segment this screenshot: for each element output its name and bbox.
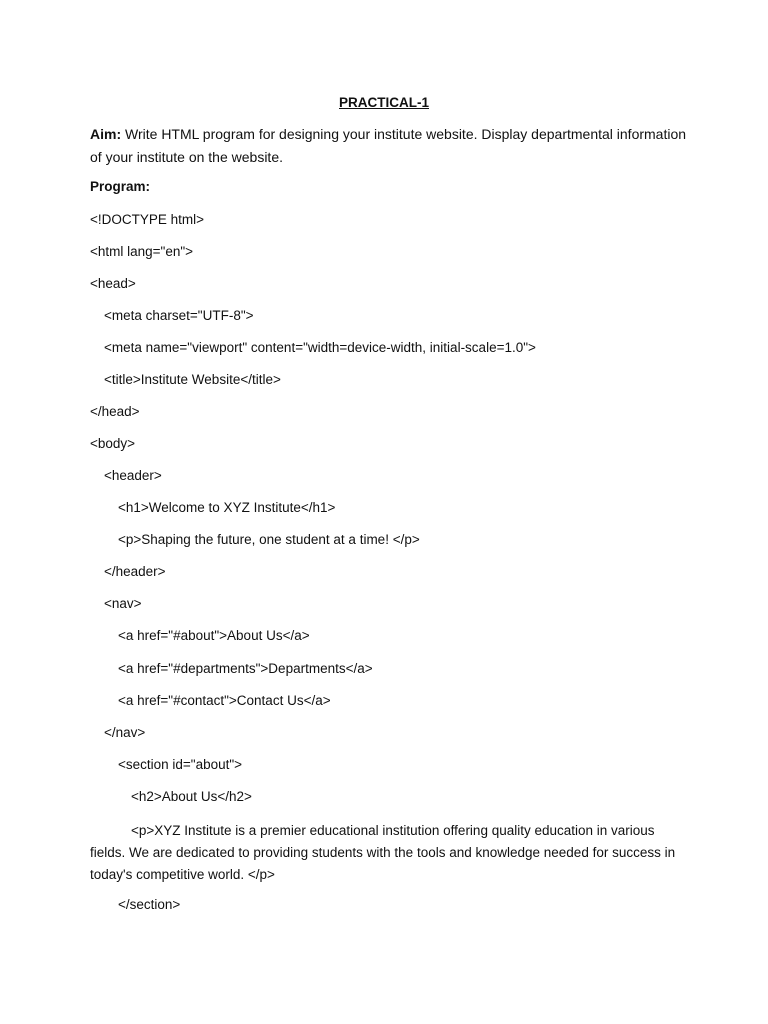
code-line: <body>	[90, 436, 136, 451]
code-line: <p>Shaping the future, one student at a time! </p>	[118, 532, 420, 547]
code-line: <a href="#contact">Contact Us</a>	[118, 693, 331, 708]
code-line: <h1>Welcome to XYZ Institute</h1>	[118, 500, 336, 515]
code-line: </section>	[118, 897, 181, 912]
code-line: <a href="#departments">Departments</a>	[118, 661, 373, 676]
code-line: </nav>	[104, 725, 146, 740]
code-line: <!DOCTYPE html>	[90, 212, 205, 227]
code-line: <header>	[104, 468, 162, 483]
code-line: </head>	[90, 404, 140, 419]
code-line: <html lang="en">	[90, 244, 194, 259]
code-line: <head>	[90, 276, 136, 291]
code-line: <section id="about">	[118, 757, 243, 772]
about-paragraph	[90, 820, 690, 886]
code-line: <a href="#about">About Us</a>	[118, 628, 310, 643]
aim-paragraph	[90, 123, 690, 169]
practical-title: PRACTICAL-1	[339, 95, 429, 110]
aim-label: Aim:	[90, 126, 122, 142]
code-line: <meta name="viewport" content="width=device-width, initial-scale=1.0">	[104, 340, 536, 355]
aim-text: Write HTML program for designing your institute website. Display departmental information of your institute on the website.	[90, 126, 687, 165]
code-line: <h2>About Us</h2>	[131, 789, 252, 804]
code-line: <title>Institute Website</title>	[104, 372, 281, 387]
code-line: <nav>	[104, 596, 142, 611]
code-line: </header>	[104, 564, 166, 579]
about-paragraph-text: <p>XYZ Institute is a premier educational institution offering quality education in various fields. We are dedicated to providing students with the tools and knowledge needed for success in today's competitive world. </p>	[90, 823, 676, 882]
code-line: <meta charset="UTF-8">	[104, 308, 254, 323]
program-label: Program:	[90, 179, 151, 194]
